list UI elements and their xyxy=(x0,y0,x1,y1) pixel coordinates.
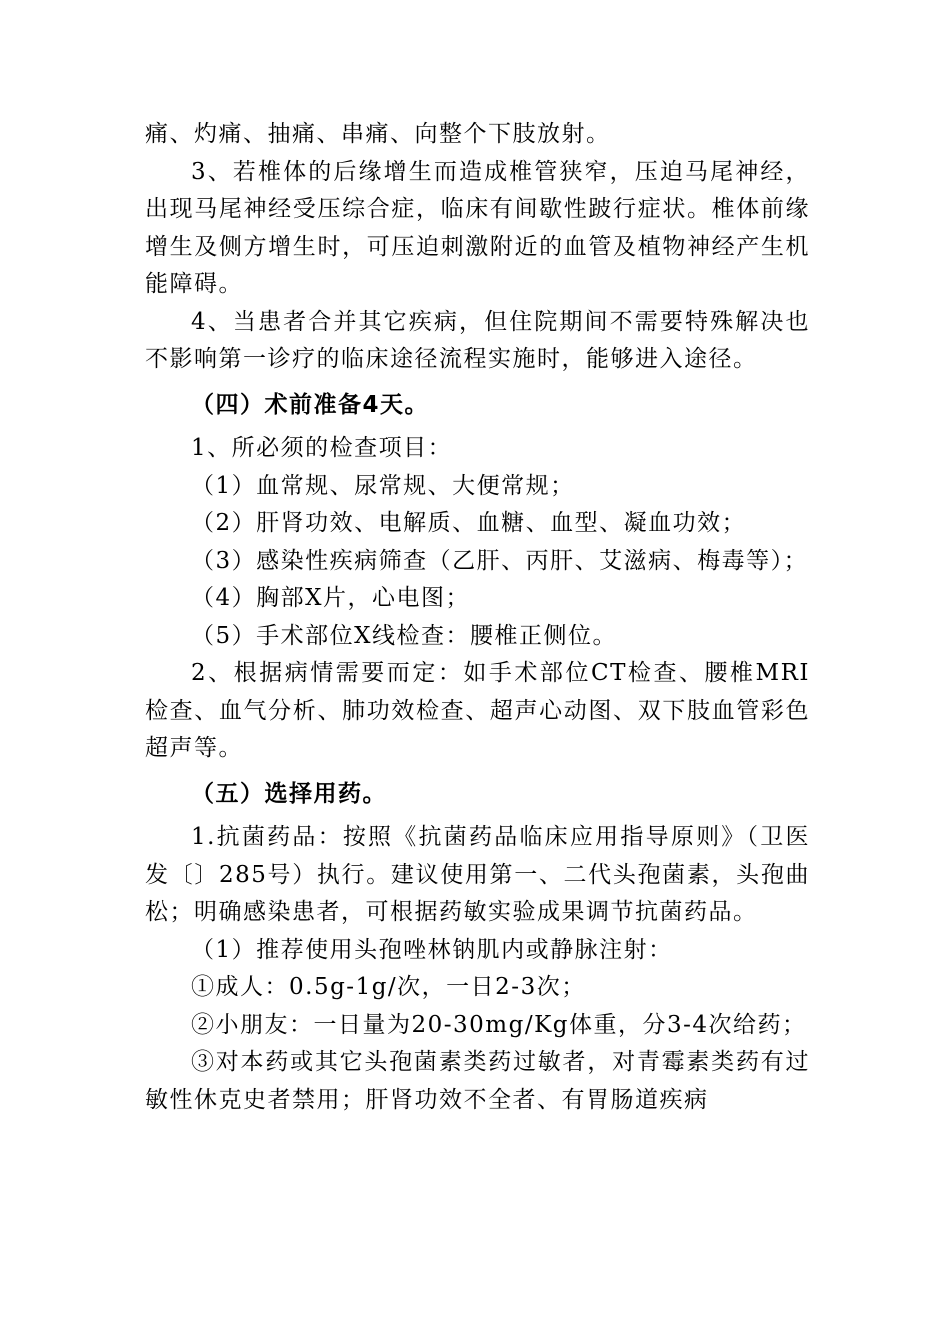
paragraph-required-checks: 1、所必须的检查项目： xyxy=(191,435,453,461)
list-item-surgical-xray: （5）手术部位X线检查：腰椎正侧位。 xyxy=(191,622,618,649)
paragraph-item-4: 4、当患者合并其它疾病，但住院期间不需要特殊解决也不影响第一诊疗的临床途径流程实施时，能够进入途径。 xyxy=(145,308,810,372)
list-item-cefazolin: （1）推荐使用头孢唑林钠肌内或静脉注射： xyxy=(191,936,673,963)
paragraph-symptom-continuation: 痛、灼痛、抽痛、串痛、向整个下肢放射。 xyxy=(145,121,611,147)
list-item-chest-xray: （4）胸部X片，心电图； xyxy=(191,585,471,611)
list-item-contraindications: ③对本药或其它头孢菌素类药过敏者，对青霉素类药有过敏性休克史者禁用；肝肾功效不全者、有胃肠道疾病 xyxy=(145,1049,810,1113)
document-page xyxy=(145,116,810,1119)
paragraph-optional-checks: 2、根据病情需要而定：如手术部位CT检查、腰椎MRI检查、血气分析、肺功效检查、超声心动图、双下肢血管彩色超声等。 xyxy=(145,660,810,761)
list-item-adult-dose: ①成人：0.5g-1g/次，一日2-3次； xyxy=(191,974,586,1000)
section-heading-medication: （五）选择用药。 xyxy=(191,780,387,807)
list-item-infection-screening: （3）感染性疾病筛查（乙肝、丙肝、艾滋病、梅毒等）； xyxy=(191,547,809,574)
list-item-blood-routine: （1）血常规、尿常规、大便常规； xyxy=(191,472,575,499)
list-item-liver-kidney: （2）肝肾功效、电解质、血糖、血型、凝血功效； xyxy=(191,510,747,536)
paragraph-antibiotics: 1.抗菌药品：按照《抗菌药品临床应用指导原则》（卫医发〔〕285号）执行。建议使用第一、二代头孢菌素，头孢曲松；明确感染患者，可根据药敏实验成果调节抗菌药品。 xyxy=(145,824,810,925)
paragraph-item-3: 3、若椎体的后缘增生而造成椎管狭窄，压迫马尾神经，出现马尾神经受压综合症，临床有间歇性跛行症状。椎体前缘增生及侧方增生时，可压迫刺激附近的血管及植物神经产生机能障碍。 xyxy=(145,158,810,297)
section-heading-preop: （四）术前准备4天。 xyxy=(191,391,430,418)
list-item-child-dose: ②小朋友：一日量为20-30mg/Kg体重，分3-4次给药； xyxy=(191,1011,807,1038)
